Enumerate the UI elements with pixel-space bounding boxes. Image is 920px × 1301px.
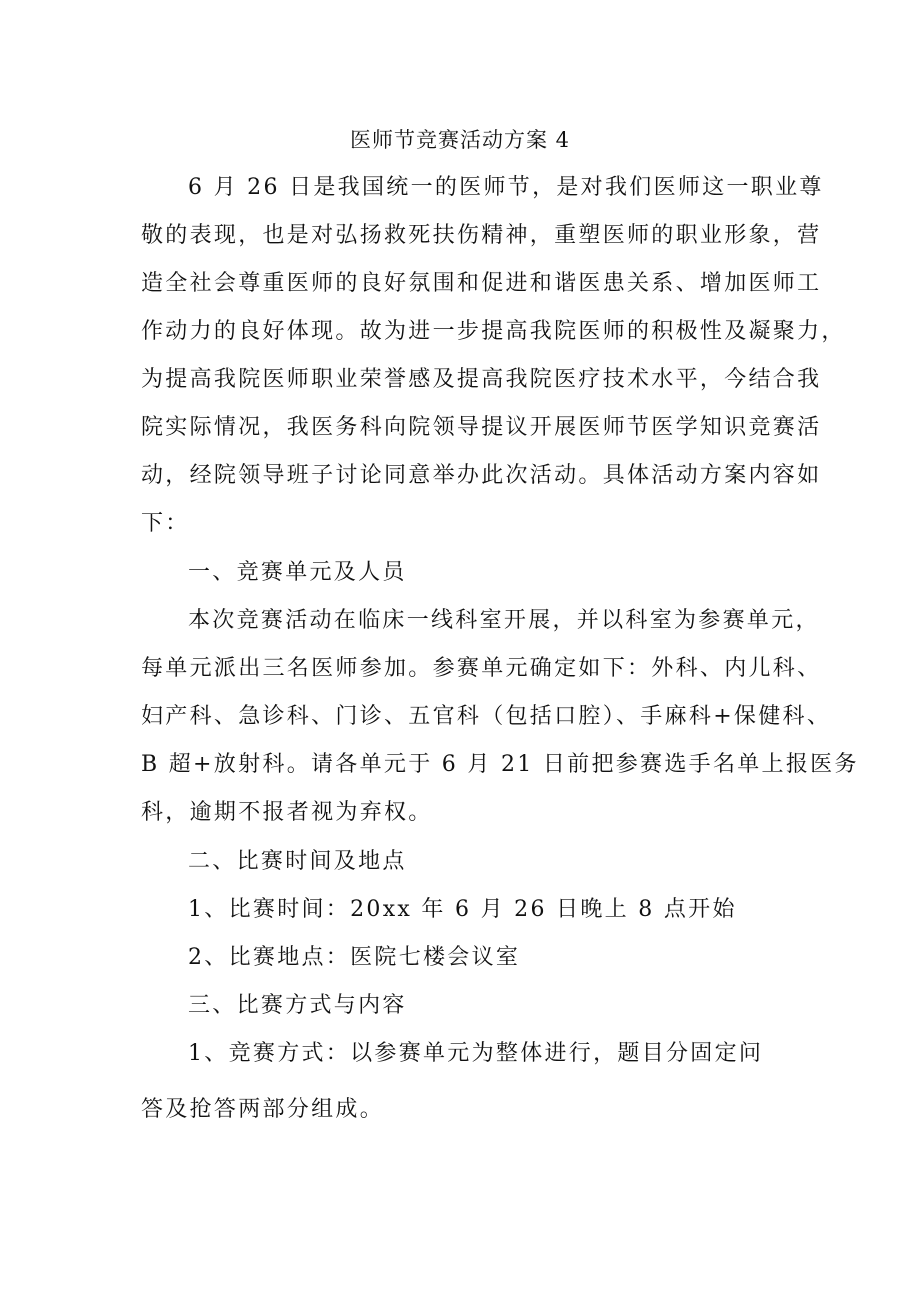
section-heading-2: 二、比赛时间及地点 — [188, 849, 407, 874]
section-heading-1: 一、竞赛单元及人员 — [188, 560, 407, 585]
section1-line-1: 本次竞赛活动在临床一线科室开展，并以科室为参赛单元， — [188, 608, 820, 633]
document-title: 医师节竞赛活动方案 4 — [349, 128, 571, 152]
section3-item-1-line-1: 1、竞赛方式：以参赛单元为整体进行，题目分固定问 — [188, 1041, 764, 1066]
section2-item-2: 2、比赛地点：医院七楼会议室 — [188, 945, 521, 970]
section-heading-3: 三、比赛方式与内容 — [188, 993, 407, 1018]
section1-line-3: 妇产科、急诊科、门诊、五官科（包括口腔）、手麻科+保健科、 — [141, 704, 832, 729]
intro-line-3: 造全社会尊重医师的良好氛围和促进和谐医患关系、增加医师工 — [141, 271, 822, 296]
intro-line-4: 作动力的良好体现。故为进一步提高我院医师的积极性及凝聚力， — [141, 319, 846, 344]
intro-line-8: 下： — [141, 511, 190, 536]
intro-line-2: 敬的表现，也是对弘扬救死扶伤精神，重塑医师的职业形象，营 — [141, 223, 822, 248]
intro-line-1: 6 月 26 日是我国统一的医师节，是对我们医师这一职业尊 — [188, 175, 824, 200]
section2-item-1: 1、比赛时间：20xx 年 6 月 26 日晚上 8 点开始 — [188, 897, 737, 922]
intro-line-7: 动，经院领导班子讨论同意举办此次活动。具体活动方案内容如 — [141, 463, 822, 488]
intro-line-6: 院实际情况，我医务科向院领导提议开展医师节医学知识竞赛活 — [141, 415, 822, 440]
section3-item-1-line-2: 答及抢答两部分组成。 — [141, 1097, 385, 1122]
section1-line-5: 科，逾期不报者视为弃权。 — [141, 800, 433, 825]
intro-line-5: 为提高我院医师职业荣誉感及提高我院医疗技术水平，今结合我 — [141, 367, 822, 392]
section1-line-4: B 超+放射科。请各单元于 6 月 21 日前把参赛选手名单上报医务 — [141, 752, 859, 777]
section1-line-2: 每单元派出三名医师参加。参赛单元确定如下：外科、内儿科、 — [141, 656, 822, 681]
